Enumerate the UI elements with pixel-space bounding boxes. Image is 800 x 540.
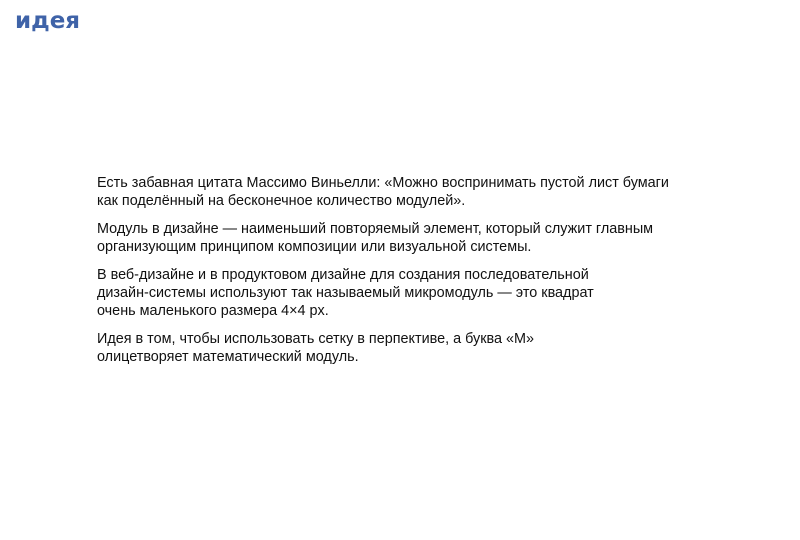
paragraph-idea: Идея в том, чтобы использовать сетку в перпективе, а буква «М» олицетворяет математический модуль.	[97, 331, 534, 365]
paragraph-module-definition: Модуль в дизайне — наименьший повторяемый элемент, который служит главным организующим принципом композиции или визуальной системы.	[97, 221, 654, 255]
paragraph-micromodule: В веб-дизайне и в продуктовом дизайне для создания последовательной дизайн-системы используют так называемый микромодуль — это квадрат очень маленького размера 4×4 px.	[97, 267, 594, 319]
text-block	[97, 174, 737, 376]
logo-text: идея	[15, 8, 81, 34]
paragraph-vignelli-quote: Есть забавная цитата Массимо Виньелли: «Можно воспринимать пустой лист бумаги как поделённый на бесконечное количество модулей».	[97, 175, 669, 209]
